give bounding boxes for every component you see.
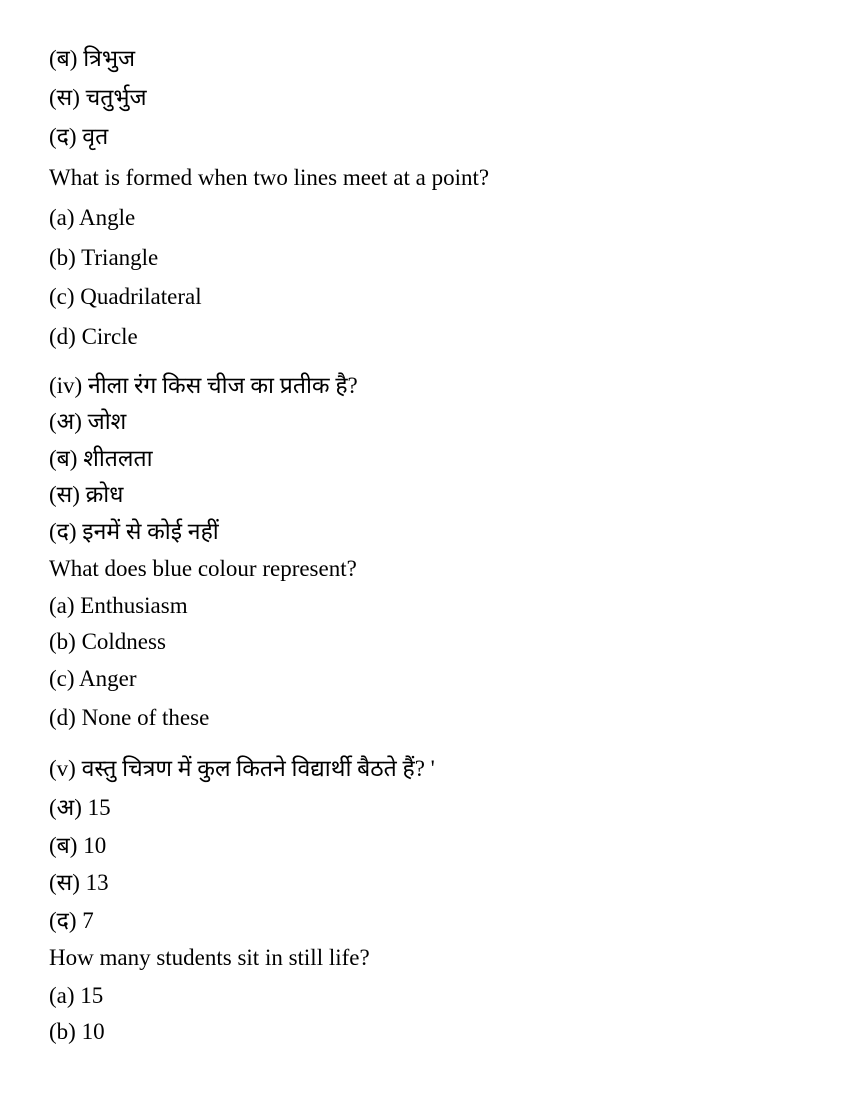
q3-english-option-b: (b) Triangle <box>49 245 159 270</box>
q5-hindi-option-a: (अ) 15 <box>49 795 111 820</box>
q4-english-question: What does blue colour represent? <box>49 556 357 581</box>
q3-english-option-c: (c) Quadrilateral <box>49 284 202 309</box>
q5-english-option-a: (a) 15 <box>49 983 104 1008</box>
q4-hindi-option-c: (स) क्रोध <box>49 482 124 507</box>
q5-hindi-option-c: (स) 13 <box>49 870 109 895</box>
q4-hindi-option-b: (ब) शीतलता <box>49 446 153 471</box>
q5-hindi-option-b: (ब) 10 <box>49 833 107 858</box>
q3-hindi-option-b: (ब) त्रिभुज <box>49 46 136 71</box>
q3-hindi-option-c: (स) चतुर्भुज <box>49 85 147 110</box>
q4-hindi-option-d: (द) इनमें से कोई नहीं <box>49 519 219 544</box>
q3-english-option-d: (d) Circle <box>49 324 138 349</box>
q5-hindi-question: (v) वस्तु चित्रण में कुल कितने विद्यार्थी बैठते हैं? ' <box>49 756 435 781</box>
q4-hindi-question: (iv) नीला रंग किस चीज का प्रतीक है? <box>49 373 358 398</box>
q3-hindi-option-d: (द) वृत <box>49 124 109 149</box>
q4-hindi-option-a: (अ) जोश <box>49 409 127 434</box>
q4-english-option-b: (b) Coldness <box>49 629 166 654</box>
q3-english-question: What is formed when two lines meet at a point? <box>49 165 490 190</box>
q4-english-option-d: (d) None of these <box>49 705 210 730</box>
q4-english-option-c: (c) Anger <box>49 666 137 691</box>
q5-english-question: How many students sit in still life? <box>49 945 370 970</box>
q4-english-option-a: (a) Enthusiasm <box>49 593 188 618</box>
q5-hindi-option-d: (द) 7 <box>49 908 94 933</box>
q5-english-option-b: (b) 10 <box>49 1019 105 1044</box>
q3-english-option-a: (a) Angle <box>49 205 136 230</box>
